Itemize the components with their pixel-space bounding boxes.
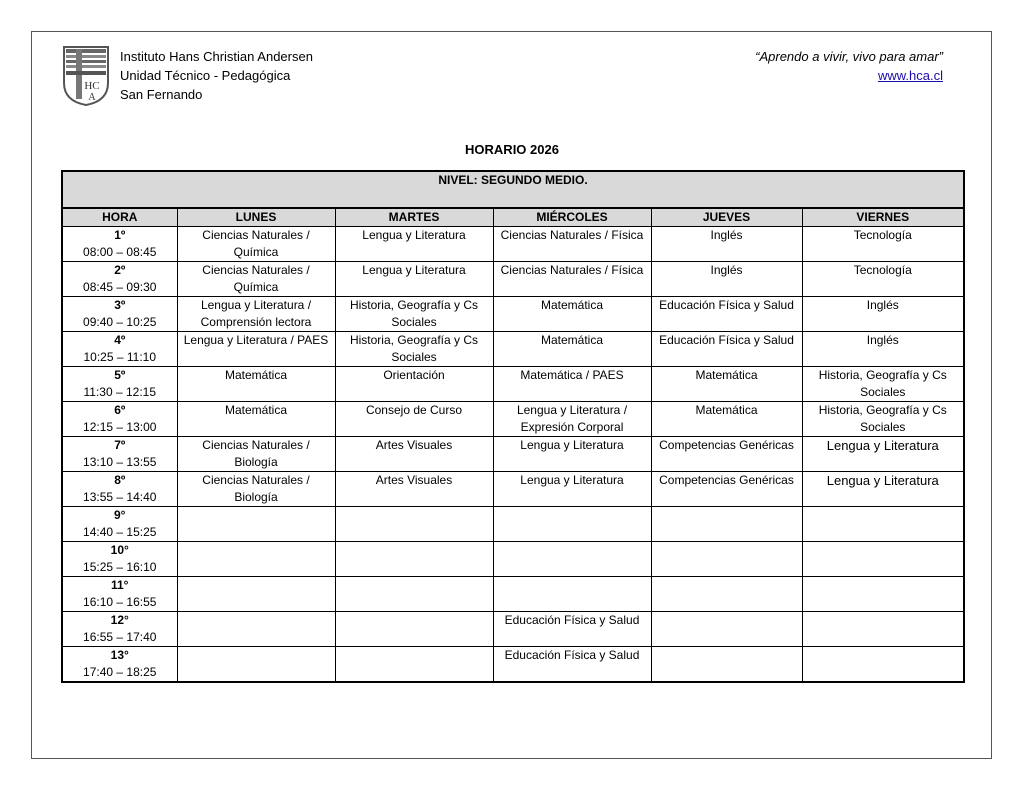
- period-time: 17:40 – 18:25: [83, 665, 157, 679]
- unit-name: Unidad Técnico - Pedagógica: [120, 68, 291, 83]
- motto-text: “Aprendo a vivir, vivo para amar”: [755, 49, 943, 64]
- period-cell: [62, 542, 177, 577]
- subject-cell-lunes: [177, 507, 335, 542]
- subject-cell-lunes: Ciencias Naturales / Química: [177, 227, 335, 262]
- subject-cell-lunes: [177, 577, 335, 612]
- period-time: 08:00 – 08:45: [83, 245, 157, 259]
- subject-cell-martes: Artes Visuales: [335, 437, 493, 472]
- subject-cell-miercoles: Matemática: [493, 332, 651, 367]
- subject-cell-miercoles: Educación Física y Salud: [493, 612, 651, 647]
- period-cell: [62, 507, 177, 542]
- period-cell: [62, 472, 177, 507]
- subject-cell-martes: [335, 577, 493, 612]
- table-row: [62, 542, 964, 577]
- subject-cell-miercoles: Lengua y Literatura: [493, 472, 651, 507]
- subject-cell-miercoles: Lengua y Literatura: [493, 437, 651, 472]
- schedule-body: [62, 227, 964, 683]
- subject-cell-viernes: [802, 507, 964, 542]
- subject-cell-miercoles: Ciencias Naturales / Física: [493, 227, 651, 262]
- period-number: 11°: [111, 578, 129, 592]
- table-row: [62, 332, 964, 367]
- subject-cell-martes: Historia, Geografía y Cs Sociales: [335, 332, 493, 367]
- column-header-viernes: VIERNES: [802, 208, 964, 227]
- period-time: 10:25 – 11:10: [83, 350, 156, 364]
- subject-cell-miercoles: Matemática / PAES: [493, 367, 651, 402]
- period-number: 7º: [114, 438, 126, 452]
- period-time: 16:55 – 17:40: [83, 630, 157, 644]
- subject-cell-lunes: Matemática: [177, 367, 335, 402]
- subject-cell-jueves: Inglés: [651, 227, 802, 262]
- subject-cell-martes: [335, 612, 493, 647]
- column-header-row: [62, 208, 964, 227]
- period-time: 14:40 – 15:25: [83, 525, 157, 539]
- period-cell: [62, 332, 177, 367]
- period-time: 08:45 – 09:30: [83, 280, 157, 294]
- subject-cell-viernes: Historia, Geografía y Cs Sociales: [802, 402, 964, 437]
- period-cell: [62, 612, 177, 647]
- period-number: 6º: [114, 403, 126, 417]
- subject-cell-lunes: Lengua y Literatura / PAES: [177, 332, 335, 367]
- subject-cell-miercoles: [493, 507, 651, 542]
- subject-cell-lunes: Ciencias Naturales / Biología: [177, 437, 335, 472]
- city-name: San Fernando: [120, 87, 203, 102]
- motto-block: [755, 47, 943, 85]
- period-time: 12:15 – 13:00: [83, 420, 157, 434]
- subject-cell-jueves: Matemática: [651, 402, 802, 437]
- subject-cell-miercoles: Ciencias Naturales / Física: [493, 262, 651, 297]
- subject-cell-martes: Lengua y Literatura: [335, 227, 493, 262]
- period-time: 15:25 – 16:10: [83, 560, 157, 574]
- period-number: 10°: [110, 543, 129, 557]
- subject-cell-viernes: Historia, Geografía y Cs Sociales: [802, 367, 964, 402]
- page-title: HORARIO 2026: [465, 142, 559, 157]
- website-link[interactable]: www.hca.cl: [877, 68, 943, 83]
- subject-cell-viernes: Inglés: [802, 332, 964, 367]
- subject-cell-viernes: Lengua y Literatura: [802, 472, 964, 507]
- subject-cell-viernes: Tecnología: [802, 262, 964, 297]
- period-cell: [62, 437, 177, 472]
- subject-cell-jueves: [651, 542, 802, 577]
- subject-cell-lunes: [177, 612, 335, 647]
- period-cell: [62, 647, 177, 683]
- column-header-lunes: LUNES: [177, 208, 335, 227]
- subject-cell-lunes: Ciencias Naturales / Biología: [177, 472, 335, 507]
- period-cell: [62, 367, 177, 402]
- institution-block: [120, 47, 313, 104]
- column-header-hora: HORA: [62, 208, 177, 227]
- subject-cell-viernes: [802, 612, 964, 647]
- school-crest-logo: [62, 45, 110, 107]
- column-header-jueves: JUEVES: [651, 208, 802, 227]
- subject-cell-martes: [335, 542, 493, 577]
- subject-cell-viernes: [802, 577, 964, 612]
- period-number: 9°: [114, 508, 126, 522]
- table-row: [62, 577, 964, 612]
- period-time: 09:40 – 10:25: [83, 315, 157, 329]
- table-row: [62, 262, 964, 297]
- subject-cell-jueves: [651, 507, 802, 542]
- period-time: 11:30 – 12:15: [83, 385, 156, 399]
- column-header-martes: MARTES: [335, 208, 493, 227]
- subject-cell-lunes: [177, 647, 335, 683]
- table-row: [62, 612, 964, 647]
- subject-cell-martes: [335, 647, 493, 683]
- subject-cell-viernes: Lengua y Literatura: [802, 437, 964, 472]
- subject-cell-jueves: Inglés: [651, 262, 802, 297]
- table-row: [62, 507, 964, 542]
- subject-cell-martes: Orientación: [335, 367, 493, 402]
- period-cell: [62, 402, 177, 437]
- table-row: [62, 227, 964, 262]
- subject-cell-miercoles: [493, 542, 651, 577]
- table-row: [62, 402, 964, 437]
- period-number: 2º: [114, 263, 126, 277]
- period-number: 1º: [114, 228, 126, 242]
- subject-cell-jueves: Educación Física y Salud: [651, 332, 802, 367]
- subject-cell-viernes: Inglés: [802, 297, 964, 332]
- period-number: 4º: [114, 333, 126, 347]
- institution-name: Instituto Hans Christian Andersen: [120, 49, 313, 64]
- period-cell: [62, 262, 177, 297]
- period-number: 3º: [114, 298, 126, 312]
- subject-cell-miercoles: [493, 577, 651, 612]
- subject-cell-martes: Artes Visuales: [335, 472, 493, 507]
- subject-cell-miercoles: Educación Física y Salud: [493, 647, 651, 683]
- subject-cell-lunes: Ciencias Naturales / Química: [177, 262, 335, 297]
- subject-cell-lunes: Lengua y Literatura / Comprensión lectora: [177, 297, 335, 332]
- period-cell: [62, 577, 177, 612]
- period-number: 5º: [114, 368, 126, 382]
- subject-cell-martes: [335, 507, 493, 542]
- subject-cell-jueves: Educación Física y Salud: [651, 297, 802, 332]
- period-number: 8º: [114, 473, 126, 487]
- subject-cell-miercoles: Matemática: [493, 297, 651, 332]
- subject-cell-jueves: Competencias Genéricas: [651, 437, 802, 472]
- svg-text:HC: HC: [84, 80, 100, 92]
- period-time: 13:10 – 13:55: [83, 455, 157, 469]
- table-row: [62, 472, 964, 507]
- period-cell: [62, 297, 177, 332]
- subject-cell-viernes: [802, 647, 964, 683]
- subject-cell-lunes: Matemática: [177, 402, 335, 437]
- period-cell: [62, 227, 177, 262]
- svg-text:A: A: [88, 92, 96, 103]
- table-row: [62, 367, 964, 402]
- subject-cell-martes: Consejo de Curso: [335, 402, 493, 437]
- level-banner: NIVEL: SEGUNDO MEDIO.: [62, 171, 964, 208]
- subject-cell-martes: Lengua y Literatura: [335, 262, 493, 297]
- subject-cell-jueves: [651, 612, 802, 647]
- subject-cell-viernes: Tecnología: [802, 227, 964, 262]
- subject-cell-jueves: Competencias Genéricas: [651, 472, 802, 507]
- period-number: 12°: [110, 613, 129, 627]
- period-time: 13:55 – 14:40: [83, 490, 157, 504]
- subject-cell-jueves: Matemática: [651, 367, 802, 402]
- subject-cell-jueves: [651, 577, 802, 612]
- table-row: [62, 437, 964, 472]
- period-number: 13°: [110, 648, 129, 662]
- column-header-miércoles: MIÉRCOLES: [493, 208, 651, 227]
- subject-cell-miercoles: Lengua y Literatura / Expresión Corporal: [493, 402, 651, 437]
- period-time: 16:10 – 16:55: [83, 595, 157, 609]
- schedule-table: [61, 170, 965, 683]
- subject-cell-martes: Historia, Geografía y Cs Sociales: [335, 297, 493, 332]
- subject-cell-jueves: [651, 647, 802, 683]
- subject-cell-lunes: [177, 542, 335, 577]
- table-row: [62, 647, 964, 683]
- table-row: [62, 297, 964, 332]
- subject-cell-viernes: [802, 542, 964, 577]
